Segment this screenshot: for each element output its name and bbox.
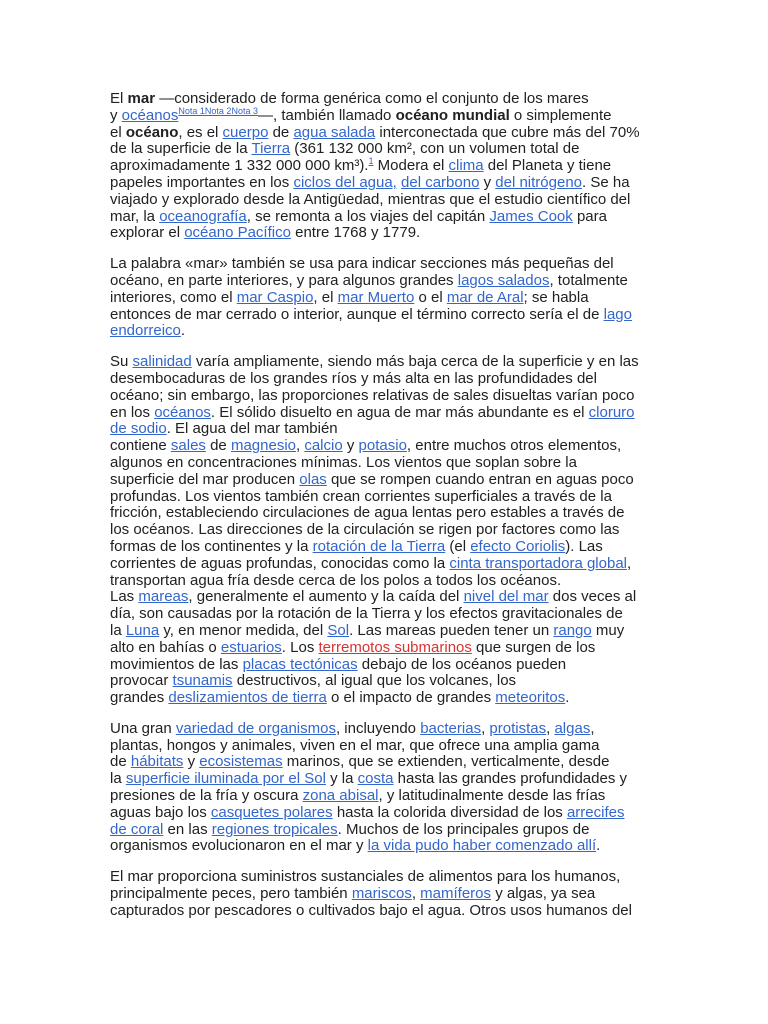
- link-terremotos-submarinos[interactable]: terremotos submarinos: [318, 638, 472, 656]
- text: que se rompen cuando entran en aguas poco: [326, 470, 634, 488]
- text: de la superficie de la: [110, 140, 252, 158]
- text: y: [110, 106, 122, 124]
- text: en las: [163, 820, 212, 838]
- text: , el: [313, 288, 338, 306]
- text: ; se habla: [523, 288, 589, 306]
- article-body: [110, 91, 660, 934]
- text: principalmente peces, pero también: [110, 885, 352, 903]
- text: .: [596, 837, 601, 855]
- link-sales[interactable]: sales: [170, 437, 206, 455]
- text: contiene: [110, 437, 171, 455]
- text: los océanos. Las direcciones de la circulación se rigen por factores como las: [110, 521, 620, 539]
- text: fricción, estableciendo circulaciones de agua lentas pero estables a través de: [110, 504, 625, 522]
- link-variedad-de-organismos[interactable]: variedad de organismos: [175, 719, 336, 737]
- text: para: [572, 207, 607, 225]
- text: .: [565, 689, 570, 707]
- text: alto en bahías o: [110, 638, 221, 656]
- link-olas[interactable]: olas: [299, 470, 327, 488]
- link-casquetes-polares[interactable]: casquetes polares: [210, 803, 333, 821]
- text: de: [205, 437, 231, 455]
- link-cinta-transportadora-global[interactable]: cinta transportadora global: [449, 554, 627, 572]
- text: y algas, ya sea: [491, 885, 596, 903]
- footnote-refs: [178, 106, 258, 116]
- text: día, son causadas por la rotación de la Tierra y los efectos gravitacionales de: [110, 605, 623, 623]
- text: , es el: [178, 123, 223, 141]
- text: entonces de mar cerrado o interior, aunque el término correcto sería el de: [110, 305, 604, 323]
- link-potasio[interactable]: potasio: [358, 437, 407, 455]
- text: entre 1768 y 1779.: [290, 224, 421, 242]
- text: ,: [296, 437, 305, 455]
- text: algunos en concentraciones mínimas. Los vientos que soplan sobre la: [110, 453, 577, 471]
- link-clima[interactable]: clima: [448, 157, 484, 175]
- link-james-cook[interactable]: James Cook: [489, 207, 573, 225]
- link-agua-salada[interactable]: agua salada: [293, 123, 376, 141]
- link-deslizamientos-de-tierra[interactable]: deslizamientos de tierra: [168, 689, 327, 707]
- text: . Los: [281, 638, 319, 656]
- link-meteoritos[interactable]: meteoritos: [495, 689, 566, 707]
- text: o simplemente: [509, 106, 612, 124]
- link-oceanos-2[interactable]: océanos: [154, 403, 211, 421]
- text: o el impacto de grandes: [326, 689, 496, 707]
- text: y: [479, 173, 496, 191]
- text: aproximadamente 1 332 000 000 km³).: [110, 157, 369, 175]
- text: ,: [546, 719, 555, 737]
- link-efecto-coriolis[interactable]: efecto Coriolis: [470, 537, 566, 555]
- link-arrecifes-de-coral-part1[interactable]: arrecifes: [566, 803, 625, 821]
- link-salinidad[interactable]: salinidad: [132, 353, 192, 371]
- link-oceanografia[interactable]: oceanografía: [159, 207, 247, 225]
- text: La palabra «mar» también se usa para indicar secciones más pequeñas del: [110, 255, 614, 273]
- link-ciclos-del-agua[interactable]: ciclos del agua,: [293, 173, 397, 191]
- text: grandes: [110, 689, 169, 707]
- link-lago-endorreico-part2[interactable]: endorreico: [110, 322, 181, 340]
- link-mamiferos[interactable]: mamíferos: [420, 885, 492, 903]
- text: de: [110, 753, 131, 771]
- text: ,: [481, 719, 490, 737]
- link-cuerpo[interactable]: cuerpo: [222, 123, 269, 141]
- link-mareas[interactable]: mareas: [138, 588, 189, 606]
- link-calcio[interactable]: calcio: [304, 437, 343, 455]
- link-habitats[interactable]: hábitats: [130, 753, 184, 771]
- paragraph-mar-term: [110, 256, 660, 340]
- link-zona-abisal[interactable]: zona abisal: [302, 787, 379, 805]
- link-sol[interactable]: Sol: [327, 621, 350, 639]
- note-3-link[interactable]: Nota 3: [231, 105, 258, 116]
- text: interconectada que cubre más del 70%: [375, 123, 640, 141]
- text: hasta la colorida diversidad de los: [332, 803, 567, 821]
- footnote-1-link[interactable]: 1: [368, 156, 374, 167]
- text: Las: [110, 588, 139, 606]
- text: plantas, hongos y animales, viven en el mar, que ofrece una amplia gama: [110, 736, 600, 754]
- paragraph-intro: [110, 91, 660, 242]
- text: viajado y explorado desde la Antigüedad, mientras que el estudio científico del: [110, 190, 631, 208]
- text: del Planeta y tiene: [483, 157, 612, 175]
- link-bacterias[interactable]: bacterias: [420, 719, 482, 737]
- note-2-link[interactable]: Nota 2: [204, 105, 232, 116]
- link-lagos-salados[interactable]: lagos salados: [457, 271, 550, 289]
- link-luna[interactable]: Luna: [125, 621, 160, 639]
- text: y la: [325, 770, 358, 788]
- link-oceano-pacifico[interactable]: océano Pacífico: [184, 224, 291, 242]
- text: . Las mareas pueden tener un: [349, 621, 554, 639]
- text: , incluyendo: [335, 719, 421, 737]
- text: o el: [414, 288, 447, 306]
- link-rotacion-de-la-tierra[interactable]: rotación de la Tierra: [312, 537, 446, 555]
- text: la: [110, 621, 126, 639]
- link-ecosistemas[interactable]: ecosistemas: [199, 753, 283, 771]
- text: .: [180, 322, 186, 340]
- text: . El sólido disuelto en agua de mar más abundante es el: [210, 403, 589, 421]
- link-algas[interactable]: algas: [554, 719, 591, 737]
- text: superficie del mar producen: [110, 470, 300, 488]
- note-1-link[interactable]: Nota 1: [178, 105, 205, 116]
- text: ,: [627, 554, 632, 572]
- link-rango[interactable]: rango: [553, 621, 592, 639]
- text: profundas. Los vientos también crean corrientes superficiales a través de la: [110, 487, 612, 505]
- text: organismos evolucionaron en el mar y: [110, 837, 368, 855]
- text: , totalmente: [549, 271, 628, 289]
- link-cloruro-de-sodio-part2[interactable]: de sodio: [110, 420, 167, 438]
- link-tierra[interactable]: Tierra: [251, 140, 291, 158]
- link-oceanos[interactable]: océanos: [121, 106, 179, 124]
- paragraph-organismos: [110, 721, 660, 855]
- text: que surgen de los: [471, 638, 596, 656]
- text: de: [268, 123, 294, 141]
- text: dos veces al: [548, 588, 637, 606]
- link-arrecifes-de-coral-part2[interactable]: de coral: [110, 820, 164, 838]
- text: El mar proporciona suministros sustanciales de alimentos para los humanos,: [110, 868, 621, 886]
- link-mariscos[interactable]: mariscos: [351, 885, 412, 903]
- text: y: [342, 437, 359, 455]
- link-la-vida-pudo-haber-comenzado[interactable]: la vida pudo haber comenzado allí: [367, 837, 597, 855]
- text: ). Las: [565, 537, 603, 555]
- text: el: [110, 123, 126, 141]
- text: ,: [590, 719, 595, 737]
- text: —considerado de forma genérica como el conjunto de los mares: [155, 90, 589, 107]
- text: debajo de los océanos pueden: [357, 655, 567, 673]
- bold-term-mar: mar: [127, 90, 156, 107]
- text: movimientos de las: [110, 655, 243, 673]
- text: destructivos, al igual que los volcanes, los: [232, 672, 517, 690]
- text: . Se ha: [582, 173, 630, 191]
- text: aguas bajo los: [110, 803, 211, 821]
- link-tsunamis[interactable]: tsunamis: [172, 672, 233, 690]
- text: Su: [110, 353, 133, 371]
- text: ,: [411, 885, 421, 903]
- text: océano; sin embargo, las proporciones relativas de sales disueltas varían poco: [110, 386, 635, 404]
- bold-term-oceano-mundial: océano mundial: [395, 106, 510, 124]
- link-mar-caspio[interactable]: mar Caspio: [236, 288, 314, 306]
- text: formas de los continentes y la: [110, 537, 313, 555]
- text: , entre muchos otros elementos,: [406, 437, 622, 455]
- text: corrientes de aguas profundas, conocidas como la: [110, 554, 450, 572]
- link-del-carbono[interactable]: del carbono: [401, 173, 480, 191]
- link-mar-muerto[interactable]: mar Muerto: [337, 288, 415, 306]
- text: papeles importantes en los: [110, 173, 294, 191]
- link-magnesio[interactable]: magnesio: [230, 437, 296, 455]
- text: transportan agua fría desde cerca de los polos a todos los océanos.: [110, 571, 562, 589]
- bold-term-oceano: océano: [125, 123, 179, 141]
- link-del-nitrogeno[interactable]: del nitrógeno: [495, 173, 583, 191]
- text: interiores, como el: [110, 288, 237, 306]
- text: explorar el: [110, 224, 185, 242]
- text: El: [110, 90, 128, 107]
- text: capturados por pescadores o cultivados bajo el agua. Otros usos humanos del: [110, 901, 632, 919]
- text: . El agua del mar también: [166, 420, 338, 438]
- paragraph-usos: [110, 869, 660, 919]
- text: océano, en parte interiores, y para algunos grandes: [110, 271, 458, 289]
- text: . Muchos de los principales grupos de: [337, 820, 590, 838]
- text: (361 132 000 km², con un volumen total de: [290, 140, 580, 158]
- link-mar-de-aral[interactable]: mar de Aral: [446, 288, 524, 306]
- text: y, en menor medida, del: [159, 621, 328, 639]
- link-estuarios[interactable]: estuarios: [220, 638, 282, 656]
- link-lago-endorreico-part1[interactable]: lago: [603, 305, 632, 323]
- text: la: [110, 770, 126, 788]
- link-cloruro-de-sodio-part1[interactable]: cloruro: [588, 403, 635, 421]
- text: provocar: [110, 672, 173, 690]
- link-placas-tectonicas[interactable]: placas tectónicas: [242, 655, 358, 673]
- text: —, también llamado: [257, 106, 396, 124]
- text: (el: [445, 537, 471, 555]
- text: desembocaduras de los grandes ríos y más alta en las profundidades del: [110, 369, 597, 387]
- text: Modera el: [373, 157, 449, 175]
- paragraph-salinidad: [110, 354, 660, 707]
- text: hasta las grandes profundidades y: [393, 770, 627, 788]
- text: , generalmente el aumento y la caída del: [188, 588, 464, 606]
- link-costa[interactable]: costa: [357, 770, 394, 788]
- link-regiones-tropicales[interactable]: regiones tropicales: [211, 820, 338, 838]
- text: , y latitudinalmente desde las frías: [378, 787, 606, 805]
- text: varía ampliamente, siendo más baja cerca de la superficie y en las: [191, 353, 639, 371]
- text: presiones de la fría y oscura: [110, 787, 303, 805]
- text: mar, la: [110, 207, 160, 225]
- link-protistas[interactable]: protistas: [489, 719, 547, 737]
- text: marinos, que se extienden, verticalmente, desde: [282, 753, 610, 771]
- text: , se remonta a los viajes del capitán: [246, 207, 490, 225]
- link-nivel-del-mar[interactable]: nivel del mar: [463, 588, 549, 606]
- text: y: [183, 753, 200, 771]
- text: Una gran: [110, 719, 176, 737]
- text: muy: [591, 621, 625, 639]
- link-superficie-iluminada[interactable]: superficie iluminada por el Sol: [125, 770, 326, 788]
- text: en los: [110, 403, 155, 421]
